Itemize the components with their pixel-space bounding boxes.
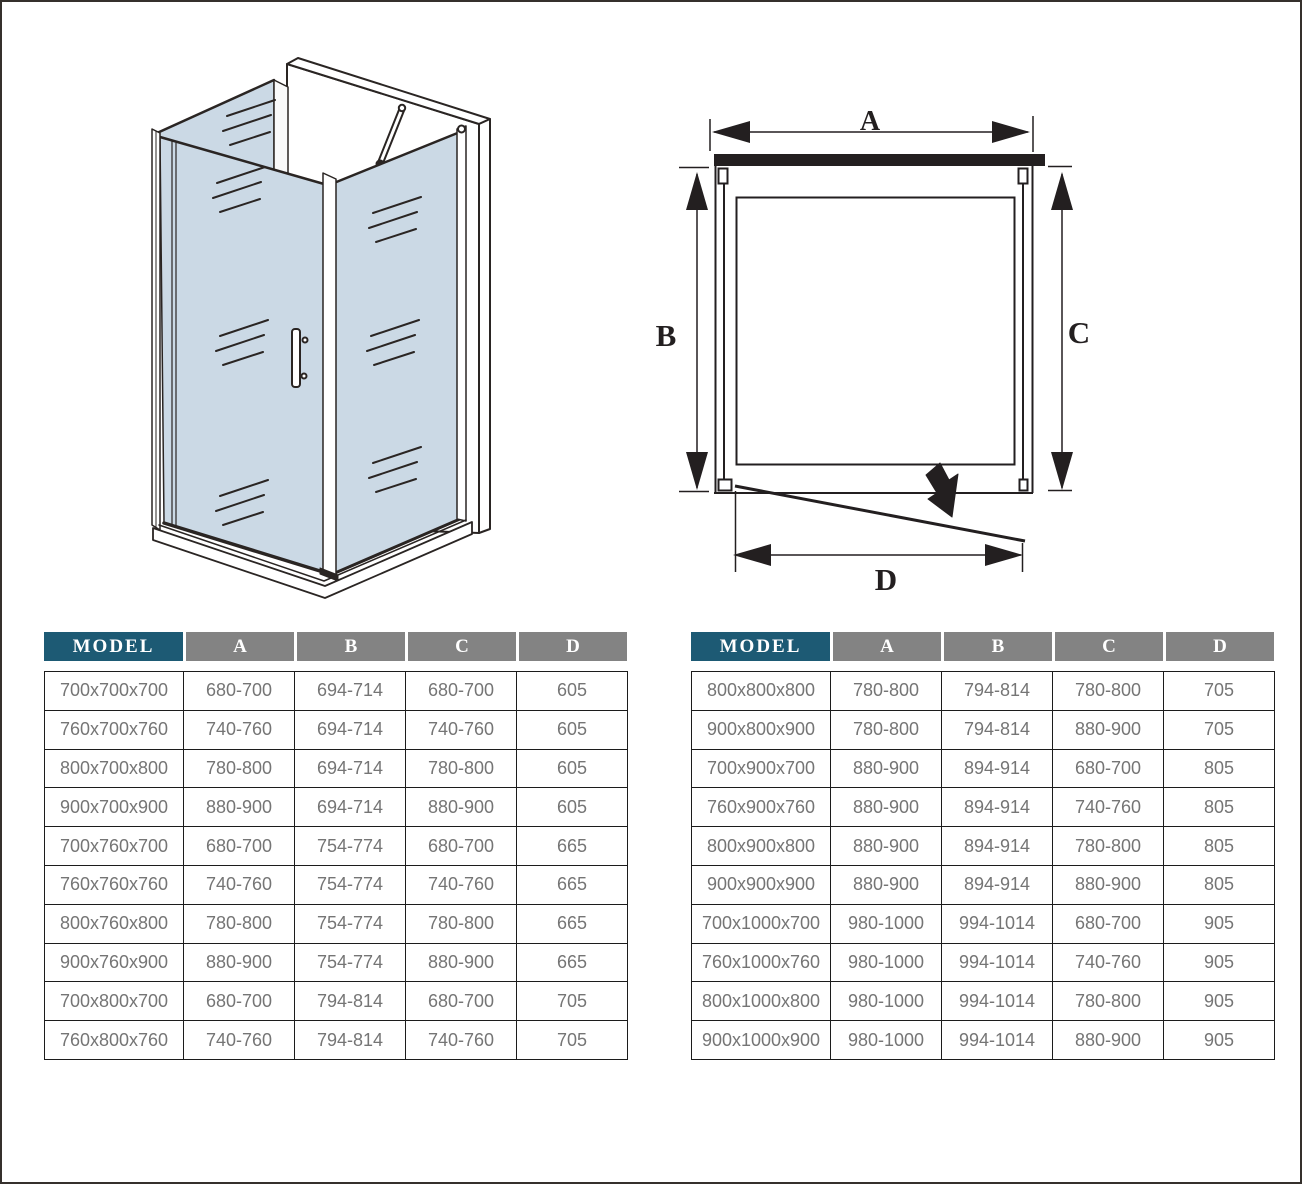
model-cell: 800x700x800 <box>45 749 184 788</box>
dimension-cell: 780-800 <box>1053 982 1164 1021</box>
dimension-cell: 805 <box>1164 827 1275 866</box>
post-cap-knob <box>458 126 465 133</box>
model-cell: 760x800x760 <box>45 1021 184 1060</box>
dimension-cell: 740-760 <box>184 710 295 749</box>
col-header-model: MODEL <box>691 632 830 661</box>
isometric-enclosure-drawing <box>130 42 592 612</box>
model-cell: 800x800x800 <box>692 672 831 711</box>
dimension-cell: 605 <box>517 749 628 788</box>
door-hinge-bracket <box>719 480 732 491</box>
model-cell: 800x760x800 <box>45 904 184 943</box>
model-cell: 700x900x700 <box>692 749 831 788</box>
col-header-d: D <box>1163 632 1274 661</box>
back-wall-bar <box>714 154 1045 166</box>
dimension-cell: 894-914 <box>942 827 1053 866</box>
dimension-cell: 780-800 <box>184 749 295 788</box>
dimension-cell: 740-760 <box>1053 788 1164 827</box>
right-profile-bottom-bracket <box>1020 480 1028 491</box>
dimension-cell: 740-760 <box>406 710 517 749</box>
door-swing-arrow <box>926 463 958 517</box>
dimension-cell: 780-800 <box>831 672 942 711</box>
dimension-cell: 794-814 <box>295 1021 406 1060</box>
dimension-cell: 894-914 <box>942 865 1053 904</box>
dimension-cell: 754-774 <box>295 904 406 943</box>
size-table-right <box>691 632 1274 1060</box>
right-side-glass-panel <box>329 132 460 573</box>
size-row <box>45 865 628 904</box>
dimension-cell: 880-900 <box>406 943 517 982</box>
dimension-cell: 680-700 <box>184 672 295 711</box>
model-cell: 700x1000x700 <box>692 904 831 943</box>
size-row <box>45 904 628 943</box>
size-row <box>692 865 1275 904</box>
dimension-cell: 905 <box>1164 982 1275 1021</box>
model-cell: 760x760x760 <box>45 865 184 904</box>
dimension-cell: 880-900 <box>1053 1021 1164 1060</box>
dimension-cell: 605 <box>517 672 628 711</box>
size-row <box>692 827 1275 866</box>
dimension-cell: 780-800 <box>406 749 517 788</box>
col-header-c: C <box>405 632 516 661</box>
dimension-cell: 880-900 <box>831 749 942 788</box>
dimension-cell: 894-914 <box>942 788 1053 827</box>
dimension-cell: 794-814 <box>942 672 1053 711</box>
dimension-cell: 980-1000 <box>831 904 942 943</box>
right-profile-top-bracket <box>1019 169 1028 184</box>
size-row <box>692 672 1275 711</box>
dimension-cell: 994-1014 <box>942 982 1053 1021</box>
left-profile-top-bracket <box>719 169 728 184</box>
tray-outline <box>737 198 1015 465</box>
dimension-cell: 754-774 <box>295 943 406 982</box>
dimension-cell: 780-800 <box>831 710 942 749</box>
model-cell: 760x1000x760 <box>692 943 831 982</box>
dimension-cell: 994-1014 <box>942 904 1053 943</box>
table-header-row <box>44 632 627 661</box>
size-row <box>692 749 1275 788</box>
dimension-b <box>656 168 709 492</box>
size-row <box>45 710 628 749</box>
size-row <box>45 827 628 866</box>
model-cell: 700x700x700 <box>45 672 184 711</box>
dimension-cell: 805 <box>1164 788 1275 827</box>
col-header-a: A <box>183 632 294 661</box>
dimension-cell: 705 <box>1164 672 1275 711</box>
dimension-cell: 980-1000 <box>831 982 942 1021</box>
dimension-cell: 605 <box>517 788 628 827</box>
model-cell: 800x900x800 <box>692 827 831 866</box>
dim-label-d: D <box>874 562 898 597</box>
dimension-cell: 880-900 <box>1053 710 1164 749</box>
model-cell: 800x1000x800 <box>692 982 831 1021</box>
dimension-cell: 780-800 <box>1053 827 1164 866</box>
model-cell: 900x760x900 <box>45 943 184 982</box>
dimension-cell: 794-814 <box>942 710 1053 749</box>
col-header-c: C <box>1052 632 1163 661</box>
dimension-cell: 894-914 <box>942 749 1053 788</box>
size-row <box>45 788 628 827</box>
dimension-cell: 705 <box>517 1021 628 1060</box>
dimension-d <box>733 491 1023 597</box>
dim-label-c: C <box>1067 315 1091 350</box>
col-header-a: A <box>830 632 941 661</box>
model-cell: 900x900x900 <box>692 865 831 904</box>
dimension-cell: 880-900 <box>831 827 942 866</box>
dimension-cell: 740-760 <box>184 1021 295 1060</box>
front-corner-post <box>323 173 336 579</box>
dimension-cell: 694-714 <box>295 710 406 749</box>
dimension-cell: 994-1014 <box>942 1021 1053 1060</box>
open-door-line <box>735 486 1025 541</box>
dimension-cell: 680-700 <box>1053 749 1164 788</box>
dim-label-b: B <box>655 318 677 353</box>
dimension-cell: 740-760 <box>184 865 295 904</box>
model-cell: 760x700x760 <box>45 710 184 749</box>
size-row <box>45 982 628 1021</box>
dimension-cell: 680-700 <box>184 982 295 1021</box>
dimension-cell: 665 <box>517 865 628 904</box>
dimension-cell: 880-900 <box>184 943 295 982</box>
table-header-row <box>691 632 1274 661</box>
size-row <box>692 788 1275 827</box>
dimension-a <box>710 106 1033 152</box>
dimension-cell: 880-900 <box>1053 865 1164 904</box>
dimension-cell: 665 <box>517 904 628 943</box>
size-row <box>45 672 628 711</box>
dimension-cell: 754-774 <box>295 865 406 904</box>
model-cell: 900x700x900 <box>45 788 184 827</box>
dimension-cell: 980-1000 <box>831 943 942 982</box>
size-row <box>692 1021 1275 1060</box>
dimension-cell: 740-760 <box>406 865 517 904</box>
back-wall-right-edge <box>479 119 490 533</box>
dimension-cell: 680-700 <box>406 982 517 1021</box>
model-cell: 900x800x900 <box>692 710 831 749</box>
dimension-cell: 680-700 <box>406 827 517 866</box>
model-cell: 900x1000x900 <box>692 1021 831 1060</box>
dimension-cell: 740-760 <box>1053 943 1164 982</box>
col-header-b: B <box>294 632 405 661</box>
dimension-cell: 694-714 <box>295 788 406 827</box>
dimension-cell: 680-700 <box>184 827 295 866</box>
dimension-cell: 805 <box>1164 749 1275 788</box>
size-row <box>692 982 1275 1021</box>
dimension-cell: 754-774 <box>295 827 406 866</box>
size-row <box>45 1021 628 1060</box>
dimension-cell: 665 <box>517 827 628 866</box>
dimension-cell: 905 <box>1164 1021 1275 1060</box>
size-row <box>45 943 628 982</box>
dimension-cell: 780-800 <box>406 904 517 943</box>
plan-dimension-drawing <box>642 97 1302 602</box>
size-row <box>692 943 1275 982</box>
dimension-cell: 980-1000 <box>831 1021 942 1060</box>
dimension-cell: 880-900 <box>831 865 942 904</box>
size-row <box>692 904 1275 943</box>
col-header-d: D <box>516 632 627 661</box>
dimension-cell: 994-1014 <box>942 943 1053 982</box>
col-header-b: B <box>941 632 1052 661</box>
dimension-cell: 905 <box>1164 943 1275 982</box>
left-panel-corner-post <box>274 80 288 174</box>
dimension-cell: 805 <box>1164 865 1275 904</box>
size-row <box>45 749 628 788</box>
dimension-cell: 880-900 <box>406 788 517 827</box>
dimension-cell: 694-714 <box>295 749 406 788</box>
dimension-cell: 794-814 <box>295 982 406 1021</box>
dimension-cell: 780-800 <box>184 904 295 943</box>
size-table-left <box>44 632 627 1060</box>
right-panel-wall-post <box>457 126 466 521</box>
col-header-model: MODEL <box>44 632 183 661</box>
model-cell: 760x900x760 <box>692 788 831 827</box>
model-cell: 700x760x700 <box>45 827 184 866</box>
dimension-cell: 905 <box>1164 904 1275 943</box>
dimension-cell: 705 <box>517 982 628 1021</box>
dimension-cell: 680-700 <box>1053 904 1164 943</box>
dimension-cell: 605 <box>517 710 628 749</box>
size-row <box>692 710 1275 749</box>
dimension-cell: 740-760 <box>406 1021 517 1060</box>
dimension-cell: 880-900 <box>831 788 942 827</box>
dimension-cell: 780-800 <box>1053 672 1164 711</box>
dimension-cell: 705 <box>1164 710 1275 749</box>
dimension-cell: 680-700 <box>406 672 517 711</box>
dimension-cell: 665 <box>517 943 628 982</box>
dimension-c <box>1048 167 1090 491</box>
model-cell: 700x800x700 <box>45 982 184 1021</box>
dimension-cell: 880-900 <box>184 788 295 827</box>
dimension-cell: 694-714 <box>295 672 406 711</box>
dim-label-a: A <box>859 106 881 137</box>
